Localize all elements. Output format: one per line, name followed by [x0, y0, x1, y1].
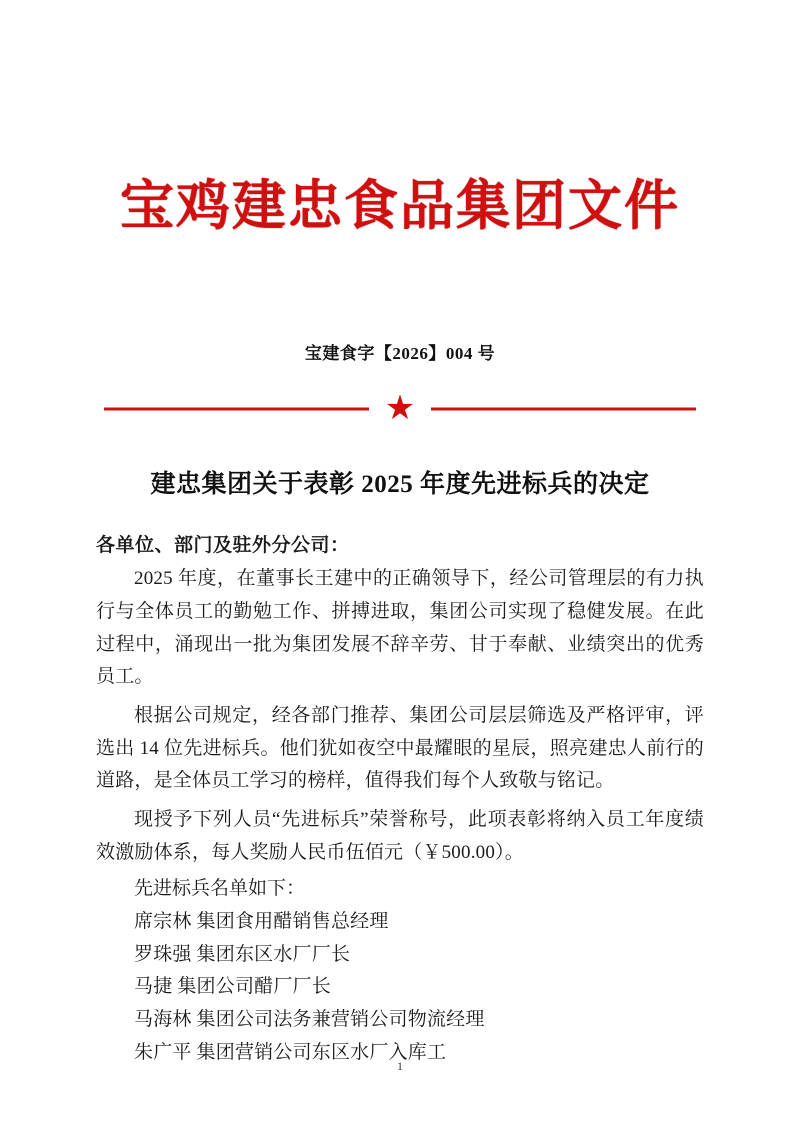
- honoree-list: [96, 906, 704, 1069]
- list-item: 罗珠强 集团东区水厂厂长: [134, 943, 351, 965]
- red-separator-rule: [96, 392, 704, 426]
- salutation: 各单位、部门及驻外分公司：: [96, 535, 350, 557]
- list-item: 席宗林 集团食用醋销售总经理: [134, 911, 389, 933]
- page-number: 1: [397, 1059, 403, 1073]
- body-paragraph-2: 根据公司规定，经各部门推荐、集团公司层层筛选及严格评审，评选出 14 位先进标兵。他们犹如夜空中最耀眼的星辰，照亮建忠人前行的道路，是全体员工学习的榜样，值得我们每个人致敬与铭记。: [96, 705, 704, 792]
- body-paragraph-1: 2025 年度，在董事长王建中的正确领导下，经公司管理层的有力执行与全体员工的勤勉工作、拼搏进取，集团公司实现了稳健发展。在此过程中，涌现出一批为集团发展不辞辛劳、甘于奉献、业绩突出的优秀员工。: [96, 568, 704, 688]
- document-number: 宝建食字【2026】004 号: [304, 344, 496, 364]
- body-paragraph-3: 现授予下列人员“先进标兵”荣誉称号，此项表彰将纳入员工年度绩效激励体系，每人奖励人民币伍佰元（￥500.00）。: [96, 809, 704, 863]
- list-item: 朱广平 集团营销公司东区水厂入库工: [134, 1041, 447, 1063]
- list-item: 马海林 集团公司法务兼营销公司物流经理: [134, 1009, 485, 1031]
- list-item: 马捷 集团公司醋厂厂长: [134, 976, 331, 998]
- page-title: 建忠集团关于表彰 2025 年度先进标兵的决定: [150, 471, 650, 499]
- honoree-list-heading: 先进标兵名单如下：: [134, 878, 306, 900]
- star-icon: ★: [369, 392, 431, 426]
- document-masthead: 宝鸡建忠食品集团文件: [120, 173, 680, 237]
